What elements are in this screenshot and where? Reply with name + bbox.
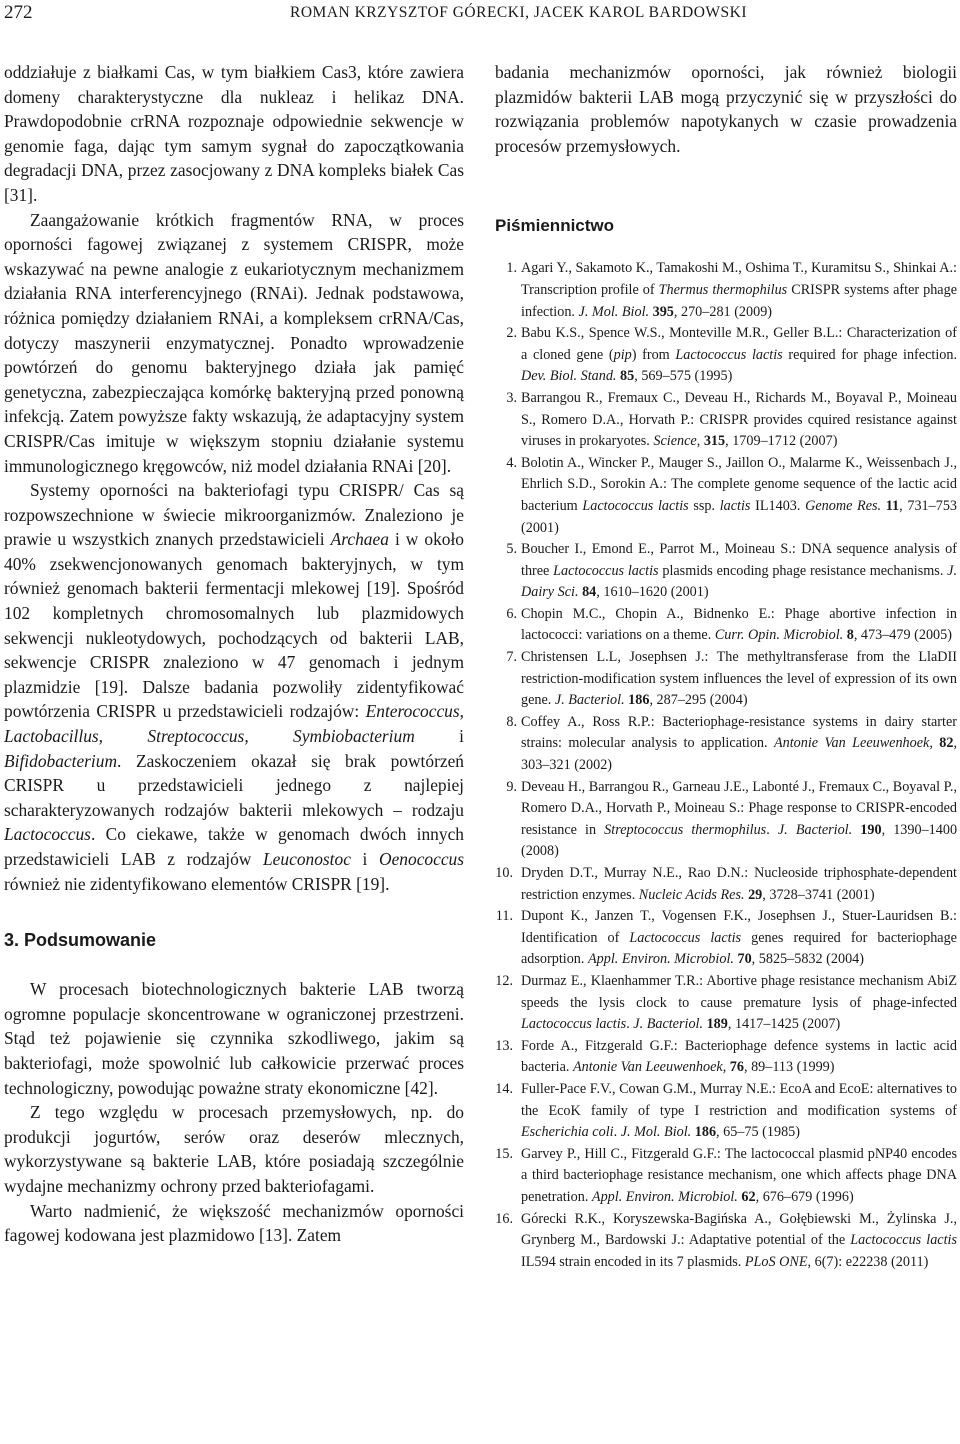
body-paragraph: Zaangażowanie krótkich fragmentów RNA, w proces oporności fagowej związanej z systemem CRISPR, może wskazywać na pewne analogie z eukariotycznym mechanizmem działania RNA interferencyjnego (RNAi). Jednak podstawowa, różnica pomiędzy działaniem RNAi, a kompleksem crRNA/Cas, dotyczy maszynerii enzymatycznej. Ponadto wprowadzenie powtórzeń do genomu bakteryjnego działa jak pamięć genetyczna, zabezpieczająca komórkę bakteryjną przed ponowną infekcją. Zatem powyższe fakty wskazują, że adaptacyjny system CRISPR/Cas imituje w większym stopniu działanie systemu immunologicznego kręgowców, niż model działania RNAi [20]. xyxy=(4,209,464,476)
reference-text: Coffey A., Ross R.P.: Bacteriophage-resistance systems in dairy starter strains: molecular analysis to application. xyxy=(521,713,957,752)
reference-text: , xyxy=(696,433,704,450)
reference-text: Górecki R.K., Koryszewska-Bagińska A., Gołębiewski M., Żylinska J., Grynberg M., Bardowski J.: Adaptative potential of the xyxy=(521,1210,957,1249)
reference-volume: 82 xyxy=(939,735,954,752)
reference-volume: 62 xyxy=(741,1188,756,1205)
reference-text: , 1610–1620 (2001) xyxy=(596,584,709,601)
reference-italic: lactis xyxy=(719,497,751,514)
reference-text: IL594 strain encoded in its 7 plasmids. xyxy=(521,1253,745,1270)
reference-item xyxy=(495,604,957,647)
body-paragraph: Warto nadmienić, że większość mechanizmów oporności fagowej kodowana jest plazmidowo [13]. Zatem xyxy=(4,1200,464,1246)
reference-text: Barrangou R., Fremaux C., Deveau H., Richards M., Boyaval P., Moineau S., Romero D.A., Horvath P.: CRISPR provides cquired resistance against viruses in prokaryotes. xyxy=(521,389,957,450)
reference-text: Dryden D.T., Murray N.E., Rao D.N.: Nucleoside triphosphate-dependent restriction enzymes. xyxy=(521,865,957,903)
reference-text: Dupont K., Janzen T., Vogensen F.K., Josephsen J., Stuer-Lauridsen B.: Identification of xyxy=(521,908,957,946)
reference-item xyxy=(495,712,957,777)
page-header xyxy=(0,0,960,40)
reference-text: , 287–295 (2004) xyxy=(649,692,748,709)
reference-text: , 569–575 (1995) xyxy=(634,368,733,385)
text-run: . Zaskoczeniem okazał się brak powtórzeń CRISPR u przedstawicieli jednego z najlepiej scharakteryzowanych rodzajów bakterii mlekowych – rodzaju xyxy=(4,750,464,820)
reference-text: , 676–679 (1996) xyxy=(755,1188,854,1205)
reference-italic: Curr. Opin. Microbiol. xyxy=(714,627,844,644)
reference-item xyxy=(495,1209,957,1274)
reference-number: 16. xyxy=(495,1210,513,1227)
reference-number: 9. xyxy=(506,778,517,795)
reference-text: plasmids encoding phage resistance mechanisms. xyxy=(658,562,948,579)
reference-text: Agari Y., Sakamoto K., Tamakoshi M., Oshima T., Kuramitsu S., Shinkai A.: Transcription profile of xyxy=(521,260,957,298)
reference-item xyxy=(495,906,957,971)
reference-volume: 395 xyxy=(652,303,674,320)
references-heading: Piśmiennictwo xyxy=(495,216,615,236)
reference-italic: J. Mol. Biol. xyxy=(578,303,650,320)
reference-italic: J. Bacteriol. xyxy=(633,1016,704,1033)
text-run: i xyxy=(414,726,465,747)
running-head-authors: ROMAN KRZYSZTOF GÓRECKI, JACEK KAROL BARDOWSKI xyxy=(290,4,748,21)
reference-italic: J. Mol. Biol. xyxy=(620,1124,692,1141)
body-paragraph: oddziałuje z białkami Cas, w tym białkiem Cas3, które zawiera domeny charakterystyczne dla nukleaz i helikaz DNA. Prawdopodobnie crRNA rozpoznaje odpowiednie sekwencje w genomie faga, dając tym samym sygnał do zapoczątkowania degradacji DNA, przez zasocjowany z DNA kompleks białek Cas [31]. xyxy=(4,62,464,205)
reference-volume: 29 xyxy=(748,886,763,903)
body-paragraph xyxy=(4,478,464,896)
reference-italic: PLoS ONE xyxy=(744,1253,808,1270)
reference-text: , 473–479 (2005) xyxy=(853,627,952,644)
reference-italic: Appl. Environ. Microbiol. xyxy=(588,951,734,968)
reference-item xyxy=(495,323,957,388)
reference-text: Bolotin A., Wincker P., Mauger S., Jaillon O., Malarme K., Weissenbach J., Ehrlich S.D., Sorokin A.: The complete genome sequence of the lactic acid bacterium xyxy=(521,454,957,514)
reference-item xyxy=(495,1079,957,1144)
reference-number: 15. xyxy=(495,1145,513,1162)
page-number: 272 xyxy=(4,2,33,23)
reference-italic: Science xyxy=(653,433,697,450)
reference-text: Babu K.S., Spence W.S., Monteville M.R., Geller B.L.: Characterization of a cloned gene ( xyxy=(521,325,957,363)
reference-volume: 315 xyxy=(703,433,726,450)
reference-italic: pip xyxy=(613,346,632,363)
italic-term: Archaea xyxy=(330,529,389,550)
reference-italic: Lactococcus lactis xyxy=(582,497,689,514)
reference-italic: J. Bacteriol. xyxy=(777,821,853,838)
reference-item xyxy=(495,388,957,453)
italic-term: Lactococcus xyxy=(4,824,91,845)
text-run: również nie zidentyfikowano elementów CRISPR [19]. xyxy=(4,873,390,894)
reference-italic: Dev. Biol. Stand. xyxy=(521,368,617,385)
reference-italic: Lactococcus lactis xyxy=(675,346,783,363)
reference-item xyxy=(495,539,957,604)
reference-number: 13. xyxy=(495,1037,513,1054)
italic-term: Enterococcus, Lactobacillus, Streptococcus, Symbiobacterium xyxy=(4,701,464,747)
reference-text: . xyxy=(613,1124,621,1141)
body-paragraph: W procesach biotechnologicznych bakterie LAB tworzą ogromne populacje skoncentrowane w ograniczonej przestrzeni. Stąd też pojawienie się czynnika szkodliwego, jakim są bakteriofagi, może spowolnić lub całkowicie przerwać proces technologiczny, powodując poważne straty ekonomiczne [42]. xyxy=(4,979,464,1098)
reference-text: , 270–281 (2009) xyxy=(673,303,773,320)
reference-volume: 84 xyxy=(582,584,597,601)
reference-item xyxy=(495,258,957,323)
reference-item xyxy=(495,1036,957,1079)
reference-volume: 11 xyxy=(885,497,900,514)
reference-italic: Lactococcus lactis xyxy=(850,1232,958,1249)
reference-italic: Lactococcus lactis xyxy=(553,562,659,579)
reference-volume: 189 xyxy=(706,1016,728,1033)
reference-item xyxy=(495,647,957,712)
reference-number: 8. xyxy=(506,713,517,730)
body-paragraph: badania mechanizmów oporności, jak również biologii plazmidów bakterii LAB mogą przyczynić się w przyszłości do rozwiązania problemów napotykanych w czasie prowadzenia procesów przemysłowych. xyxy=(495,62,957,156)
italic-term: Bifidobacterium xyxy=(4,750,118,771)
body-paragraph: Z tego względu w procesach przemysłowych, np. do produkcji jogurtów, serów oraz deserów mlecznych, wykorzystywane są bakterie LAB, które posiadają szczególnie wydajne mechanizmy ochrony przed bakteriofagami. xyxy=(4,1102,464,1196)
reference-text: , 1709–1712 (2007) xyxy=(725,433,838,450)
reference-text: , 89–113 (1999) xyxy=(743,1059,835,1076)
reference-text: Boucher I., Emond E., Parrot M., Moineau S.: DNA sequence analysis of three xyxy=(521,541,957,579)
reference-number: 10. xyxy=(495,865,513,881)
reference-text: ssp. xyxy=(688,497,720,514)
text-run: Systemy oporności na bakteriofagi typu CRISPR/ Cas są rozpowszechnione w świecie mikroorganizmów. Znaleziono je prawie u wszystkich znanych przedstawicieli xyxy=(4,480,464,550)
reference-item xyxy=(495,863,957,906)
reference-italic: Appl. Environ. Microbiol. xyxy=(591,1188,738,1205)
reference-item xyxy=(495,1144,957,1209)
reference-italic: J. Dairy Sci. xyxy=(521,562,958,601)
reference-text: Chopin M.C., Chopin A., Bidnenko E.: Phage abortive infection in lactococci: variations on a theme. xyxy=(521,605,957,644)
reference-item xyxy=(495,971,957,1036)
reference-text: genes required for bacteriophage adsorption. xyxy=(521,929,957,968)
reference-volume: 85 xyxy=(620,368,635,385)
reference-text: Garvey P., Hill C., Fitzgerald G.F.: The lactococcal plasmid pNP40 encodes a third bacteriophage resistance mechanism, one which affects phage DNA penetration. xyxy=(521,1145,957,1205)
reference-text: Forde A., Fitzgerald G.F.: Bacteriophage defence systems in lactic acid bacteria. xyxy=(521,1037,957,1076)
section-heading: 3. Podsumowanie xyxy=(4,930,157,951)
reference-volume: 186 xyxy=(694,1124,717,1141)
reference-text: IL1403. xyxy=(750,497,806,514)
reference-text: required for phage infection. xyxy=(782,346,957,363)
reference-text: , xyxy=(722,1059,730,1076)
reference-text: , 3728–3741 (2001) xyxy=(762,886,875,903)
reference-item xyxy=(495,777,957,863)
reference-volume: 70 xyxy=(737,951,752,968)
reference-number: 2. xyxy=(506,325,517,342)
reference-italic: Genome Res. xyxy=(805,497,882,514)
reference-text: , 6(7): e22238 (2011) xyxy=(807,1253,929,1270)
reference-text: . xyxy=(626,1016,634,1033)
left-column xyxy=(4,60,464,1248)
reference-item xyxy=(495,453,957,539)
reference-volume: 190 xyxy=(860,821,882,838)
reference-italic: Lactococcus lactis xyxy=(629,929,742,946)
reference-italic: Streptococcus thermophilus xyxy=(604,821,767,838)
reference-number: 7. xyxy=(506,649,517,666)
reference-italic: Escherichia coli xyxy=(521,1124,614,1141)
italic-term: Oenococcus xyxy=(379,849,465,869)
reference-italic: Lactococcus lactis xyxy=(521,1016,627,1033)
reference-text: CRISPR systems after phage infection. xyxy=(521,281,957,320)
right-column xyxy=(495,60,957,1273)
text-run: i w około 40% zsekwencjonowanych genomach bakteryjnych, w tym również genomach bakterii fermentacji mlekowej [19]. Spośród 102 kompletnych chromosomalnych lub plazmidowych sekwencji nukleotydowych, pochodzących od bakterii LAB, sekwencje CRISPR znaleziono w 47 genomach i jednym plazmidzie [19]. Dalsze badania pozwoliły zidentyfikować powtórzenia CRISPR u przedstawicieli rodzajów: xyxy=(4,529,465,722)
reference-text: , 65–75 (1985) xyxy=(716,1124,800,1141)
reference-number: 12. xyxy=(495,972,513,989)
references-list xyxy=(495,258,957,1273)
reference-italic: Nucleic Acids Res. xyxy=(638,886,745,903)
reference-number: 4. xyxy=(506,454,517,471)
reference-number: 11. xyxy=(495,908,513,925)
reference-text: . xyxy=(766,821,778,838)
reference-italic: Thermus thermophilus xyxy=(658,281,788,298)
reference-text: Fuller-Pace F.V., Cowan G.M., Murray N.E.: EcoA and EcoE: alternatives to the EcoK family of type I restriction and modification systems of xyxy=(521,1080,957,1119)
reference-number: 6. xyxy=(506,605,517,622)
reference-number: 1. xyxy=(506,260,517,277)
text-run: i xyxy=(350,849,380,869)
reference-text: , xyxy=(929,735,940,752)
reference-number: 5. xyxy=(506,541,517,558)
reference-text: , 1417–1425 (2007) xyxy=(727,1016,841,1033)
text-run: . Co ciekawe, także w genomach dwóch innych przedstawicieli LAB z rodzajów xyxy=(4,824,464,869)
reference-volume: 186 xyxy=(628,692,650,709)
reference-volume: 76 xyxy=(729,1059,744,1076)
reference-text: Christensen L.L, Josephsen J.: The methyltransferase from the LlaDII restriction-modification system influences the level of expression of its own gene. xyxy=(521,649,957,709)
reference-text: Durmaz E., Klaenhammer T.R.: Abortive phage resistance mechanism AbiZ speeds the lysis clock to cause premature lysis of phage-infected xyxy=(521,972,957,1011)
reference-text: Deveau H., Barrangou R., Garneau J.E., Labonté J., Fremaux C., Boyaval P., Romero D.A., Horvath P., Moineau S.: Phage response to CRISPR-encoded resistance in xyxy=(521,778,957,838)
reference-text: , 5825–5832 (2004) xyxy=(751,951,864,968)
reference-number: 14. xyxy=(495,1080,513,1097)
reference-italic: J. Bacteriol. xyxy=(554,692,625,709)
reference-text: , 1390–1400 (2008) xyxy=(521,821,958,860)
reference-text: ) from xyxy=(631,346,676,363)
reference-number: 3. xyxy=(506,389,517,406)
reference-text: , 303–321 (2002) xyxy=(521,735,958,774)
reference-text: , 731–753 (2001) xyxy=(521,497,958,536)
italic-term: Leuconostoc xyxy=(263,849,351,869)
reference-italic: Antonie Van Leeuwenhoek xyxy=(572,1059,723,1076)
reference-volume: 8 xyxy=(846,627,854,644)
reference-italic: Antonie Van Leeuwenhoek xyxy=(773,735,930,752)
